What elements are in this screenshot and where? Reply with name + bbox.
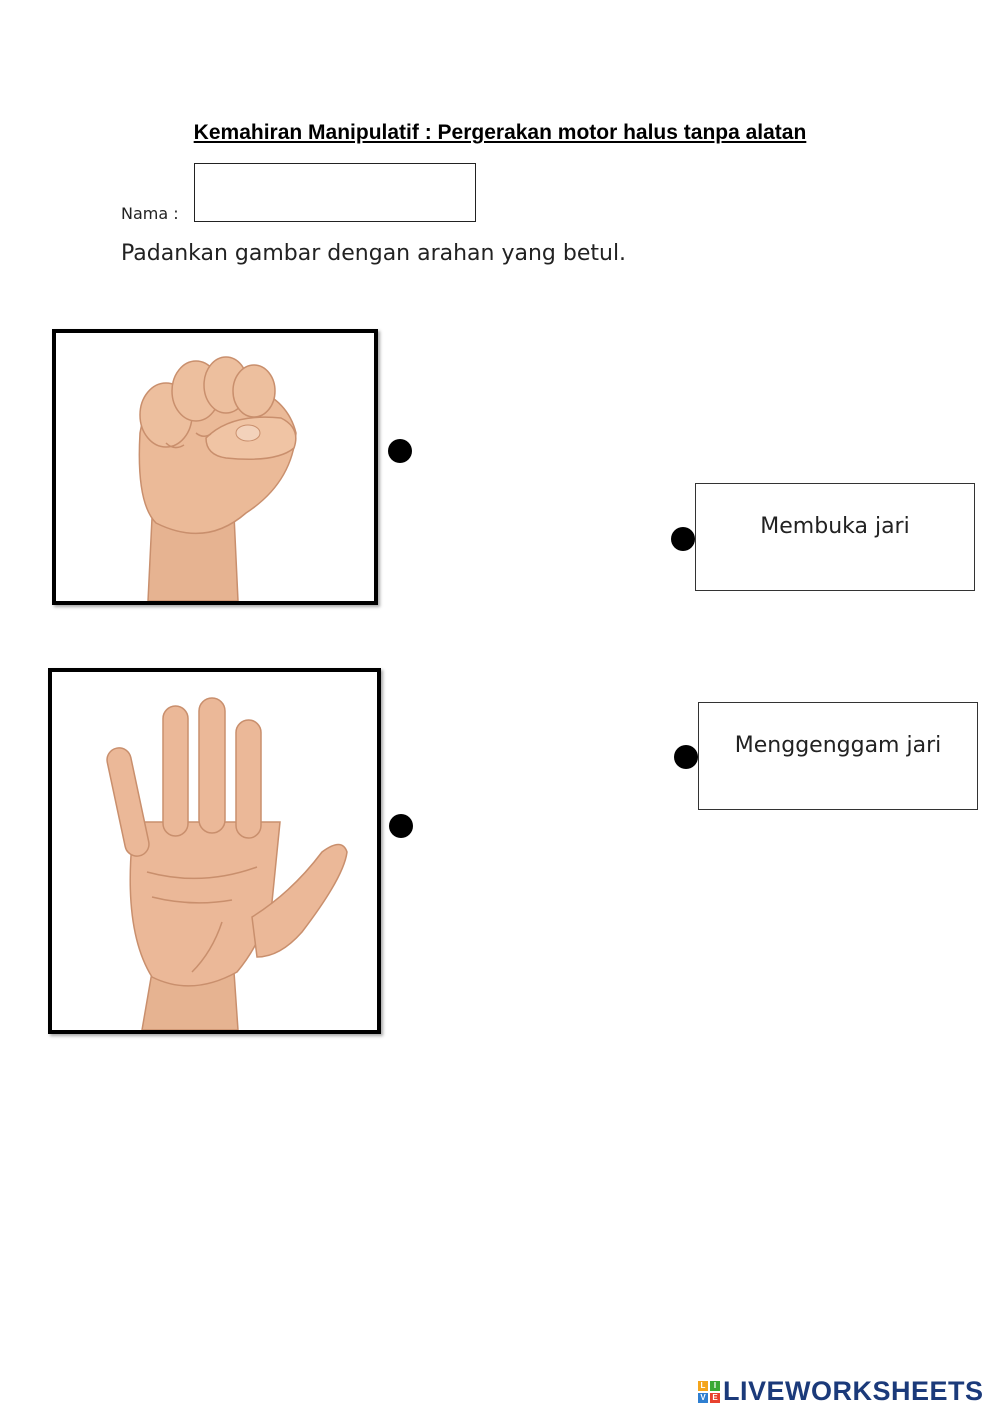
logo-text: LIVEWORKSHEETS (723, 1376, 984, 1406)
liveworksheets-logo (698, 1376, 984, 1407)
fist-match-dot[interactable] (388, 439, 412, 463)
fist-hand-icon (56, 333, 374, 601)
answer-label: Membuka jari (760, 514, 910, 539)
open-hand-match-dot[interactable] (389, 814, 413, 838)
logo-mark-icon: L I V E (698, 1381, 720, 1403)
name-input[interactable] (194, 163, 476, 222)
fist-image-box (52, 329, 378, 605)
instruction-text: Padankan gambar dengan arahan yang betul. (121, 241, 627, 266)
answer-box-membuka-jari[interactable] (695, 483, 975, 591)
answer-2-match-dot[interactable] (674, 745, 698, 769)
open-hand-image-box (48, 668, 381, 1034)
answer-label: Menggenggam jari (734, 733, 942, 758)
answer-1-match-dot[interactable] (671, 527, 695, 551)
answer-box-menggenggam-jari[interactable] (698, 702, 978, 810)
name-label: Nama : (121, 204, 179, 223)
open-hand-icon (52, 672, 377, 1030)
worksheet-title: Kemahiran Manipulatif : Pergerakan motor halus tanpa alatan (193, 121, 807, 144)
